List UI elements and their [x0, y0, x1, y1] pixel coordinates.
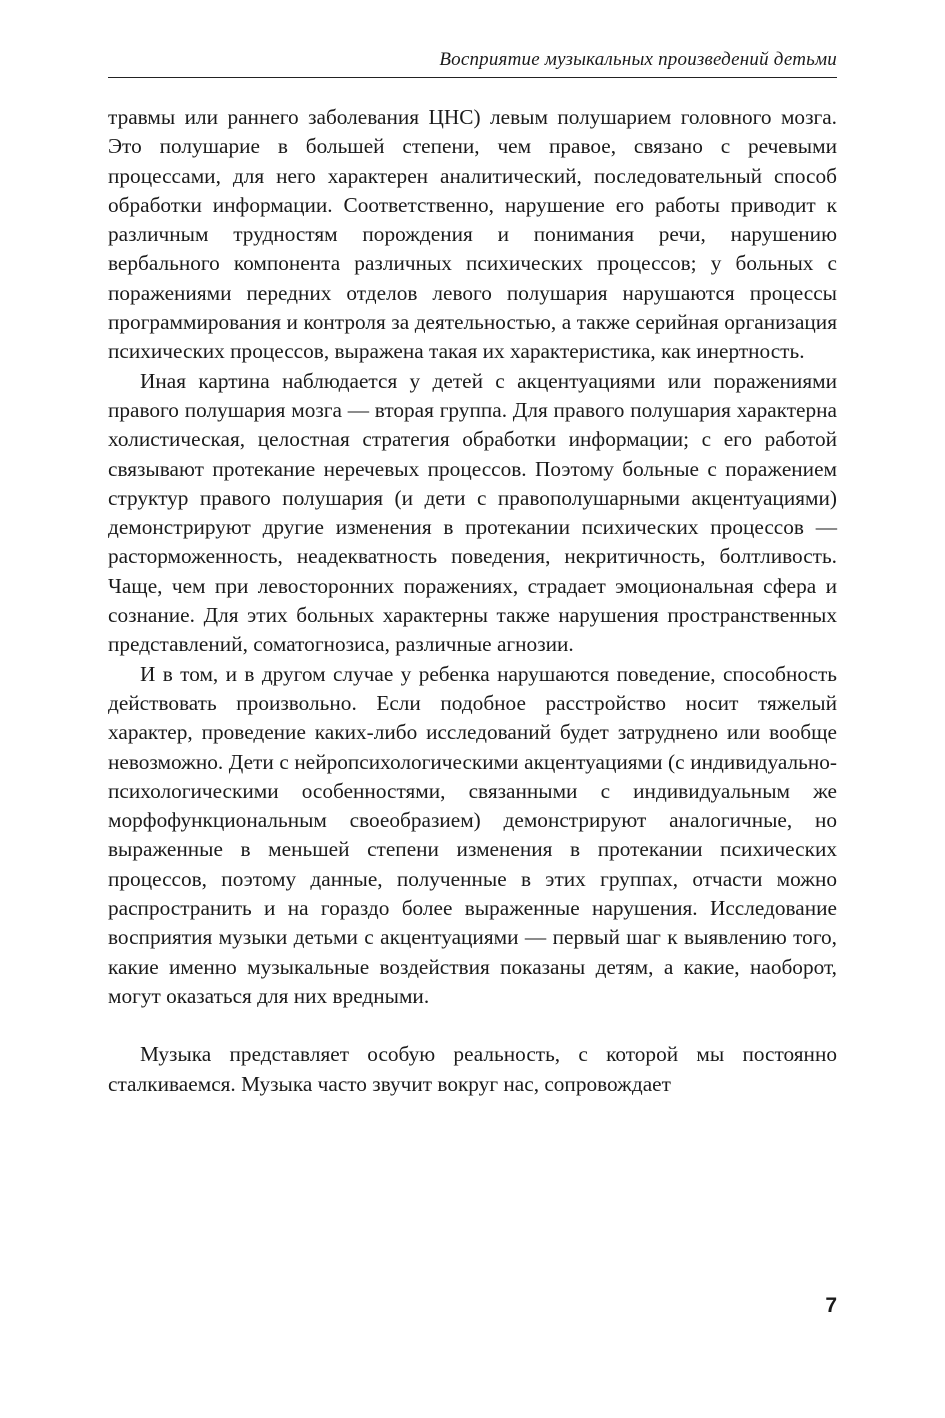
- page-number: 7: [825, 1294, 837, 1317]
- paragraph-3: И в том, и в другом случае у ребенка нарушаются поведение, способность действовать произвольно. Если подобное расстройство носит тяжелый характер, проведение каких-либо исследований будет затруднено или вообще невозможно. Дети с нейропсихологическими акцентуациями (с индивидуально-психологическими особенностями, связанными с индивидуальным же морфофункциональным своеобразием) демонстрируют аналогичные, но выраженные в меньшей степени изменения в протекании психических процессов, поэтому данные, полученные в этих группах, отчасти можно распространить и на гораздо более выраженные нарушения. Исследование восприятия музыки детьми с акцентуациями — первый шаг к выявлению того, какие именно музыкальные воздействия показаны детям, а какие, наоборот, могут оказаться для них вредными.: [108, 661, 837, 1008]
- page-body: [108, 103, 837, 1099]
- paragraph-4: Музыка представляет особую реальность, с которой мы постоянно сталкиваемся. Музыка часто звучит вокруг нас, сопровождает: [108, 1042, 837, 1096]
- header-rule: [108, 77, 837, 78]
- paragraph-2: Иная картина наблюдается у детей с акцентуациями или поражениями правого полушария мозга — вторая группа. Для правого полушария характерна холистическая, целостная стратегия обработки информации; с его работой связывают протекание неречевых процессов. Поэтому больные с поражением структур правого полушария (и дети с правополушарными акцентуациями) демонстрируют другие изменения в протекании психических процессов — расторможенность, неадекватность поведения, некритичность, болтливость. Чаще, чем при левосторонних поражениях, страдает эмоциональная сфера и сознание. Для этих больных характерны также нарушения пространственных представлений, соматогнозиса, различные агнозии.: [108, 368, 837, 657]
- paragraph-1: травмы или раннего заболевания ЦНС) левым полушарием головного мозга. Это полушарие в большей степени, чем правое, связано с речевыми процессами, для него характерен аналитический, последовательный способ обработки информации. Соответственно, нарушение его работы приводит к различным трудностям порождения и понимания речи, нарушению вербального компонента различных психических процессов; у больных с поражениями передних отделов левого полушария нарушаются процессы программирования и контроля за деятельностью, а также серийная организация психических процессов, выражена такая их характеристика, как инертность.: [108, 105, 837, 364]
- running-title: Восприятие музыкальных произведений детьми: [439, 49, 837, 70]
